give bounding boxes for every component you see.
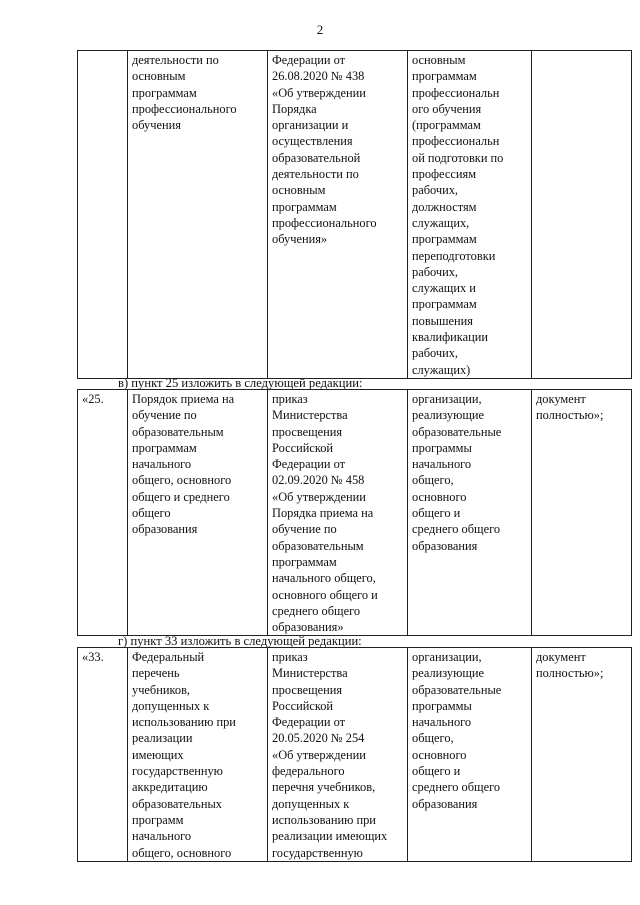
cell-document-name: Порядок приема на обучение по образовательным программам начального общего, основного общего и среднего общего образования <box>128 390 268 636</box>
cell-applicability: основным программам профессиональн ого обучения (программам профессиональн ой подготовки по профессиям рабочих, должностям служащих, программам переподготовки рабочих, служащих и программам повышения квалификации рабочих, служащих) <box>408 51 532 379</box>
cell-number: «33. <box>78 648 128 862</box>
instruction-item-g: г) пункт 33 изложить в следующей редакции: <box>118 634 362 648</box>
cell-scope: документ полностью»; <box>532 390 632 636</box>
table-row <box>78 648 632 862</box>
cell-scope: документ полностью»; <box>532 648 632 862</box>
cell-applicability: организации, реализующие образовательные программы начального общего, основного общего и среднего общего образования <box>408 648 532 862</box>
cell-scope <box>532 51 632 379</box>
table-item-25 <box>77 389 632 636</box>
cell-document-details: приказ Министерства просвещения Российской Федерации от 02.09.2020 № 458 «Об утверждении Порядка приема на обучение по образовательным программам начального общего, основного общего и среднего общего образования» <box>268 390 408 636</box>
page-number: 2 <box>316 22 324 37</box>
cell-document-name: деятельности по основным программам профессионального обучения <box>128 51 268 379</box>
table-row <box>78 51 632 379</box>
cell-applicability: организации, реализующие образовательные программы начального общего, основного общего и среднего общего образования <box>408 390 532 636</box>
cell-number <box>78 51 128 379</box>
cell-document-details: Федерации от 26.08.2020 № 438 «Об утверждении Порядка организации и осуществления образовательной деятельности по основным программам профессионального обучения» <box>268 51 408 379</box>
cell-document-details: приказ Министерства просвещения Российской Федерации от 20.05.2020 № 254 «Об утверждении федерального перечня учебников, допущенных к использованию при реализации имеющих государственную <box>268 648 408 862</box>
cell-document-name: Федеральный перечень учебников, допущенных к использованию при реализации имеющих государственную аккредитацию образовательных программ начального общего, основного <box>128 648 268 862</box>
cell-number: «25. <box>78 390 128 636</box>
table-item-33 <box>77 647 632 862</box>
instruction-item-v: в) пункт 25 изложить в следующей редакции: <box>118 376 363 390</box>
table-row <box>78 390 632 636</box>
table-continued <box>77 50 632 379</box>
